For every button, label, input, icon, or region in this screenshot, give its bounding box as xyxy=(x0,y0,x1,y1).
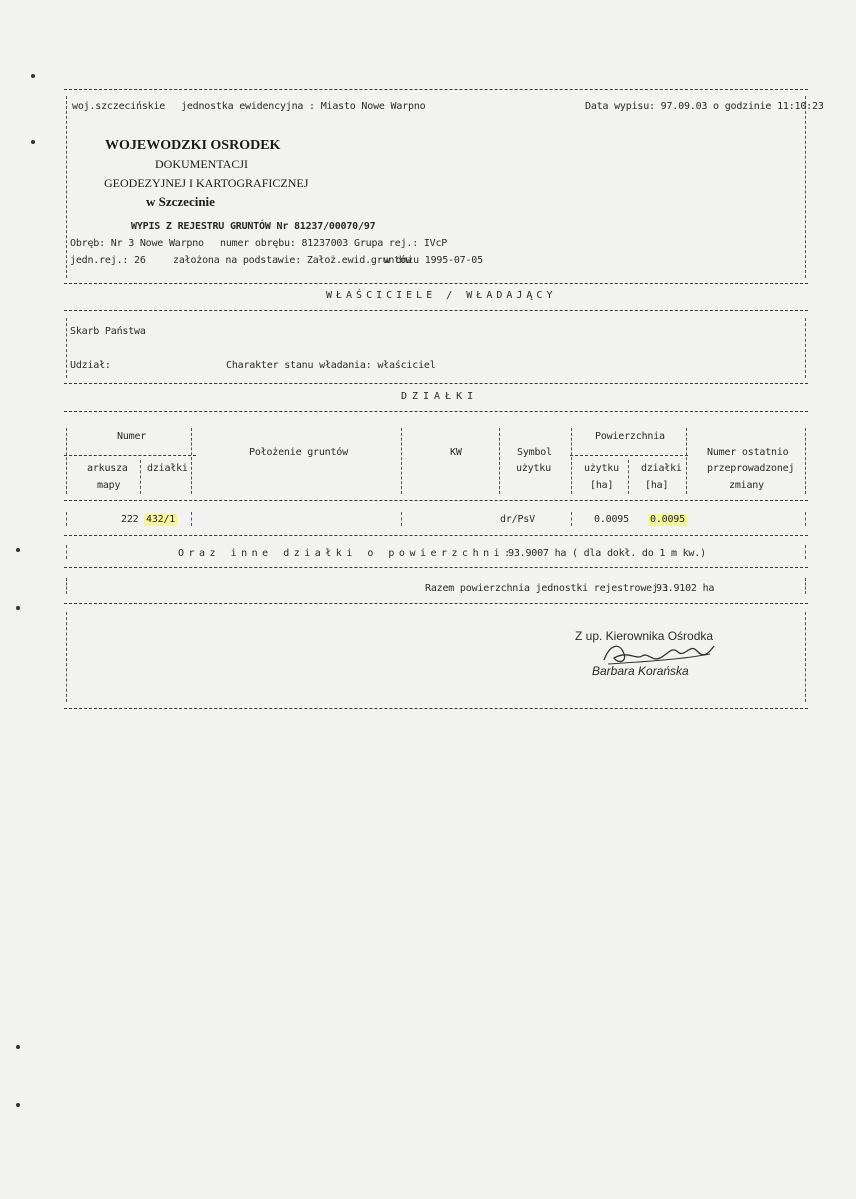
parcel-use-area: 0.0095 xyxy=(594,514,629,525)
col-header-pow-uzytku: użytku xyxy=(584,463,619,474)
frame-right xyxy=(805,318,806,378)
col-header-powierzchnia: Powierzchnia xyxy=(595,431,665,442)
col-divider xyxy=(686,428,687,494)
col-divider xyxy=(401,428,402,494)
col-divider xyxy=(628,460,629,494)
row-divider xyxy=(66,512,67,526)
punch-hole xyxy=(16,606,20,610)
parcel-number: 432/1 xyxy=(146,514,176,525)
col-header-symbol: Symbol xyxy=(517,447,552,458)
register-group: Grupa rej.: IVcP xyxy=(354,238,448,249)
frame-bottom xyxy=(64,708,808,709)
row-divider xyxy=(571,512,572,526)
frame-left xyxy=(66,318,67,378)
col-divider xyxy=(571,428,572,494)
frame-left xyxy=(66,96,67,278)
separator xyxy=(64,411,808,412)
voivodeship: woj.szczecińskie xyxy=(72,101,166,112)
precinct-name: Obręb: Nr 3 Nowe Warpno xyxy=(70,238,204,249)
col-header-numer: Numer xyxy=(117,431,147,442)
col-divider xyxy=(140,460,141,494)
separator xyxy=(64,310,808,311)
row-divider xyxy=(805,578,806,594)
separator xyxy=(64,535,808,536)
col-header-ha-uzytku: [ha] xyxy=(590,480,614,491)
punch-hole xyxy=(31,140,35,144)
other-parcels-area: 93.9007 ha ( dla dokł. do 1 m kw.) xyxy=(508,548,706,559)
stamp-line-4: w Szczecinie xyxy=(146,194,215,209)
stamp-line-3: GEODEZYJNEJ I KARTOGRAFICZNEJ xyxy=(104,176,309,190)
punch-hole xyxy=(16,1103,20,1107)
parcel-land-use-symbol: dr/PsV xyxy=(500,514,535,525)
row-divider xyxy=(805,545,806,559)
frame-right xyxy=(805,612,806,702)
row-divider xyxy=(66,545,67,559)
col-header-uzytku: użytku xyxy=(516,463,551,474)
share-label: Udział: xyxy=(70,360,111,371)
punch-hole xyxy=(16,1045,20,1049)
row-divider xyxy=(401,512,402,526)
register-unit-number: jedn.rej.: 26 xyxy=(70,255,146,266)
punch-hole xyxy=(16,548,20,552)
col-header-polozenie: Położenie gruntów xyxy=(249,447,348,458)
table-header-inner-rule xyxy=(570,455,688,456)
row-divider xyxy=(66,578,67,594)
col-header-pow-dzialki: działki xyxy=(641,463,682,474)
punch-hole xyxy=(31,74,35,78)
print-date: Data wypisu: 97.09.03 o godzinie 11:10:23 xyxy=(585,101,824,112)
col-header-kw: KW xyxy=(450,447,462,458)
row-divider xyxy=(805,512,806,526)
stamp-line-1: WOJEWODZKI OSRODEK xyxy=(105,138,281,153)
owners-section-title: WŁAŚCICIELE / WŁADAJĄCY xyxy=(326,290,557,301)
total-area-value: 93.9102 ha xyxy=(656,583,715,594)
parcel-sheet-number: 222 xyxy=(121,514,139,525)
separator xyxy=(64,283,808,284)
row-divider xyxy=(191,512,192,526)
separator xyxy=(64,603,808,604)
other-parcels-label: Oraz inne działki o powierzchni: xyxy=(178,548,515,559)
precinct-number: numer obrębu: 81237003 xyxy=(220,238,349,249)
col-header-ha-dzialki: [ha] xyxy=(645,480,669,491)
col-header-zmiany: zmiany xyxy=(729,480,764,491)
owner-name: Skarb Państwa xyxy=(70,326,146,337)
col-header-przeprowadzonej: przeprowadzonej xyxy=(707,463,795,474)
table-header-inner-rule xyxy=(64,455,196,456)
extract-title: WYPIS Z REJESTRU GRUNTÓW Nr 81237/00070/97 xyxy=(131,221,376,232)
col-divider xyxy=(66,428,67,494)
ownership-character: Charakter stanu władania: właściciel xyxy=(226,360,436,371)
signature-authority: Z up. Kierownika Ośrodka xyxy=(575,629,714,643)
registry-unit: jednostka ewidencyjna : Miasto Nowe Warpno xyxy=(181,101,426,112)
total-area-label: Razem powierzchnia jednostki rejestrowej : xyxy=(425,583,670,594)
parcels-section-title: DZIAŁKI xyxy=(401,391,479,402)
col-header-dzialki: działki xyxy=(147,463,188,474)
frame-top xyxy=(64,89,808,90)
col-header-nr-ostatnio: Numer ostatnio xyxy=(707,447,789,458)
frame-left xyxy=(66,612,67,702)
col-header-mapy: mapy xyxy=(97,480,121,491)
parcel-total-area: 0.0095 xyxy=(650,514,685,525)
stamp-line-2: DOKUMENTACJI xyxy=(155,157,249,171)
separator xyxy=(64,383,808,384)
frame-right xyxy=(805,96,806,278)
col-divider xyxy=(805,428,806,494)
col-divider xyxy=(499,428,500,494)
register-unit-basis: założona na podstawie: Założ.ewid.gruntów xyxy=(173,255,412,266)
col-divider xyxy=(191,428,192,494)
separator xyxy=(64,567,808,568)
signatory-name: Barbara Korańska xyxy=(592,664,689,678)
register-unit-date: w dniu 1995-07-05 xyxy=(384,255,483,266)
table-header-rule xyxy=(64,500,808,501)
col-header-arkusza: arkusza xyxy=(87,463,128,474)
